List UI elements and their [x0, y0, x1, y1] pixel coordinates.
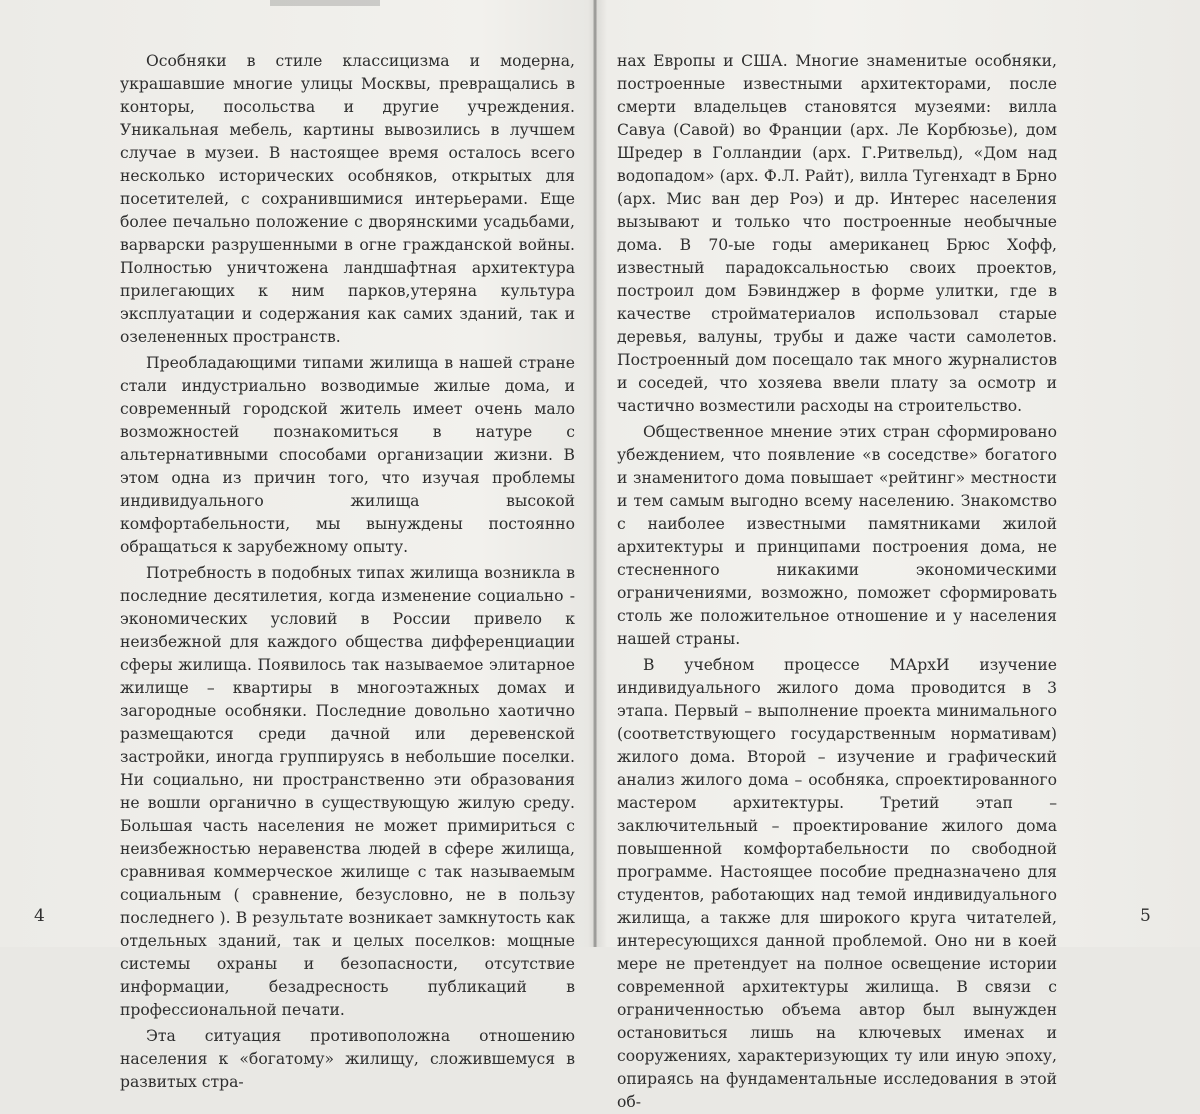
right-paragraph-1: нах Европы и США. Многие знаменитые особняки, построенные известными архитекторами, после смерти владельцев становятся музеями: вилла Савуа (Савой) во Франции (арх. Ле Корбюзье), дом Шредер в Голландии (арх. Г.Ритвельд), «Дом над водопадом» (арх. Ф.Л. Райт), вилла Тугенхадт в Брно (арх. Мис ван дер Роэ) и др. Интерес населения вызывают и только что построенные необычные дома. В 70-ые годы американец Брюс Хофф, известный парадоксальностью своих проектов, построил дом Бэвинджер в форме улитки, где в качестве стройматериалов использовал старые деревья, валуны, трубы и даже части самолетов. Построенный дом посещало так много журналистов и соседей, что хозяева ввели плату за осмотр и частично возместили расходы на строительство.: [617, 52, 1057, 415]
book-gutter: [593, 0, 597, 947]
left-paragraph-3: Потребность в подобных типах жилища возникла в последние десятилетия, когда изменение социально - экономических условий в России привело к неизбежной для каждого общества дифференциации сферы жилища. Появилось так называемое элитарное жилище – квартиры в многоэтажных домах и загородные особняки. Последние довольно хаотично размещаются среди дачной или деревенской застройки, иногда группируясь в небольшие поселки. Ни социально, ни пространственно эти образования не вошли органично в существующую жилую среду. Большая часть населения не может примириться с неизбежностью неравенства людей в сфере жилища, сравнивая коммерческое жилище с так называемым социальным ( сравнение, безусловно, не в пользу последнего ). В результате возникает замкнутость как отдельных зданий, так и целых поселков: мощные системы охраны и безопасности, отсутствие информации, безадресность публикаций в профессиональной печати.: [120, 564, 575, 1019]
left-paragraph-4: Эта ситуация противоположна отношению населения к «богатому» жилищу, сложившемуся в развитых стра-: [120, 1027, 575, 1091]
top-scan-mark: [270, 0, 380, 6]
right-page-text: [617, 50, 1057, 1114]
left-page-number: 4: [34, 906, 45, 926]
right-page-number: 5: [1140, 906, 1151, 926]
left-paragraph-2: Преобладающими типами жилища в нашей стране стали индустриально возводимые жилые дома, и современный городской житель имеет очень мало возможностей познакомиться в натуре с альтернативными способами организации жизни. В этом одна из причин того, что изучая проблемы индивидуального жилища высокой комфортабельности, мы вынуждены постоянно обращаться к зарубежному опыту.: [120, 354, 575, 556]
right-paragraph-2: Общественное мнение этих стран сформировано убеждением, что появление «в соседстве» богатого и знаменитого дома повышает «рейтинг» местности и тем самым выгодно всему населению. Знакомство с наиболее известными памятниками жилой архитектуры и принципами построения дома, не стесненного никакими экономическими ограничениями, возможно, поможет сформировать столь же положительное отношение и у населения нашей страны.: [617, 423, 1057, 648]
right-paragraph-3: В учебном процессе МАрхИ изучение индивидуального жилого дома проводится в 3 этапа. Первый – выполнение проекта минимального (соответствующего государственным нормативам) жилого дома. Второй – изучение и графический анализ жилого дома – особняка, спроектированного мастером архитектуры. Третий этап – заключительный – проектирование жилого дома повышенной комфортабельности по свободной программе. Настоящее пособие предназначено для студентов, работающих над темой индивидуального жилища, а также для широкого круга читателей, интересующихся данной проблемой. Оно ни в коей мере не претендует на полное освещение истории современной архитектуры жилища. В связи с ограниченностью объема автор был вынужден остановиться лишь на ключевых именах и сооружениях, характеризующих ту или иную эпоху, опираясь на фундаментальные исследования в этой об-: [617, 656, 1057, 1111]
left-paragraph-1: Особняки в стиле классицизма и модерна, украшавшие многие улицы Москвы, превращались в конторы, посольства и другие учреждения. Уникальная мебель, картины вывозились в лучшем случае в музеи. В настоящее время осталось всего несколько исторических особняков, открытых для посетителей, с сохранившимися интерьерами. Еще более печально положение с дворянскими усадьбами, варварски разрушенными в огне гражданской войны. Полностью уничтожена ландшафтная архитектура прилегающих к ним парков,утеряна культура эксплуатации и содержания как самих зданий, так и озелененных пространств.: [120, 52, 575, 346]
left-page-text: [120, 50, 575, 1094]
